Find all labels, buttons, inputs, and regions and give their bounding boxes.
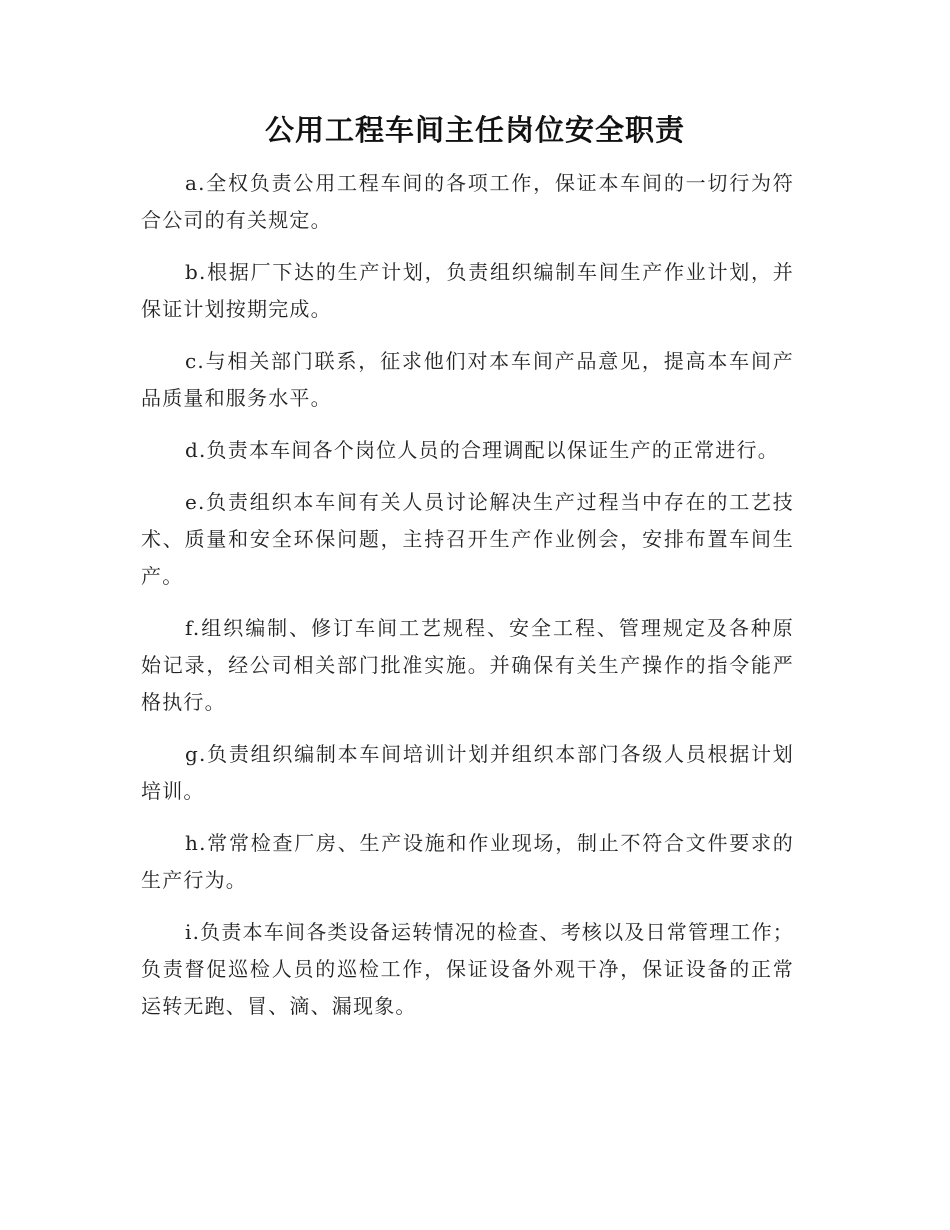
paragraph-f: f.组织编制、修订车间工艺规程、安全工程、管理规定及各种原始记录，经公司相关部门批准实施。并确保有关生产操作的指令能严格执行。 bbox=[141, 616, 794, 714]
paragraph-a: a.全权负责公用工程车间的各项工作，保证本车间的一切行为符合公司的有关规定。 bbox=[141, 171, 794, 232]
document-title: 公用工程车间主任岗位安全职责 bbox=[264, 113, 685, 147]
paragraph-i: i.负责本车间各类设备运转情况的检查、考核以及日常管理工作；负责督促巡检人员的巡检工作，保证设备外观干净，保证设备的正常运转无跑、冒、滴、漏现象。 bbox=[141, 920, 794, 1018]
paragraph-h: h.常常检查厂房、生产设施和作业现场，制止不符合文件要求的生产行为。 bbox=[141, 831, 794, 892]
paragraph-e: e.负责组织本车间有关人员讨论解决生产过程当中存在的工艺技术、质量和安全环保问题，主持召开生产作业例会，安排布置车间生产。 bbox=[141, 490, 794, 588]
paragraph-b: b.根据厂下达的生产计划，负责组织编制车间生产作业计划，并保证计划按期完成。 bbox=[141, 260, 794, 321]
paragraph-d: d.负责本车间各个岗位人员的合理调配以保证生产的正常进行。 bbox=[185, 438, 779, 462]
document-body bbox=[141, 165, 794, 1040]
paragraph-c: c.与相关部门联系，征求他们对本车间产品意见，提高本车间产品质量和服务水平。 bbox=[141, 349, 794, 410]
paragraph-g: g.负责组织编制本车间培训计划并组织本部门各级人员根据计划培训。 bbox=[141, 742, 794, 803]
